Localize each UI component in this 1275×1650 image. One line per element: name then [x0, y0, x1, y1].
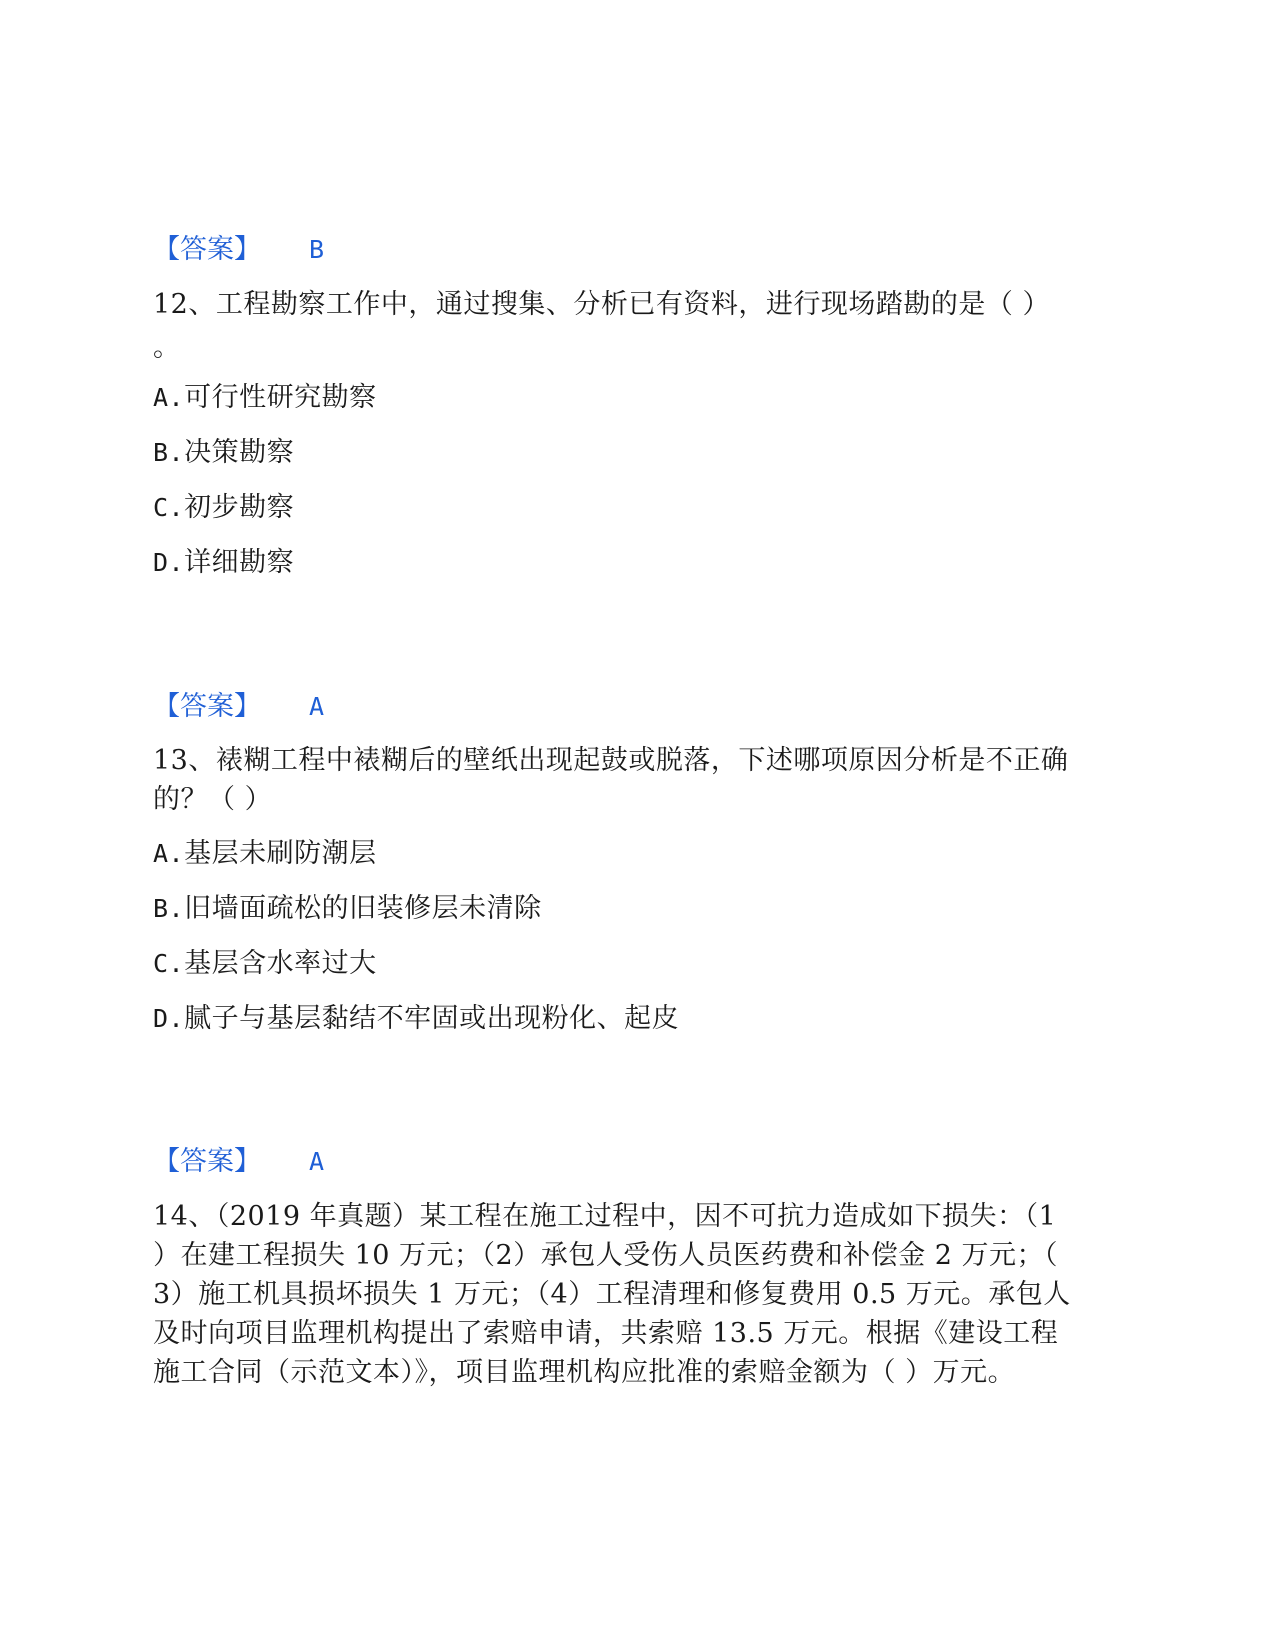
question-12-stem-line-1: 12、工程勘察工作中，通过搜集、分析已有资料，进行现场踏勘的是（ ）	[153, 289, 1050, 320]
option-letter: C.	[153, 949, 185, 978]
answer-value: A	[309, 692, 325, 721]
question-13-option-b	[153, 889, 542, 929]
question-13-stem-line-1: 13、裱糊工程中裱糊后的壁纸出现起鼓或脱落，下述哪项原因分析是不正确	[153, 745, 1069, 776]
question-13-stem-line-2: 的？（ ）	[153, 784, 273, 815]
question-12-option-a	[153, 378, 377, 418]
option-text: 初步勘察	[184, 492, 295, 523]
option-letter: A.	[153, 839, 185, 868]
question-14-line-4: 及时向项目监理机构提出了索赔申请，共索赔 13.5 万元。根据《建设工程	[153, 1318, 1059, 1349]
answer-label: 【答案】	[153, 1146, 261, 1177]
question-13-option-a	[153, 834, 377, 874]
answer-label: 【答案】	[153, 234, 261, 265]
answer-value: A	[309, 1147, 325, 1176]
answer-value: B	[309, 235, 325, 264]
question-14-line-1: 14、（2019 年真题）某工程在施工过程中，因不可抗力造成如下损失：（1	[153, 1201, 1057, 1232]
question-12-stem-line-2: 。	[153, 332, 181, 363]
option-letter: C.	[153, 493, 185, 522]
option-text: 基层含水率过大	[184, 948, 377, 979]
answer-line-q13	[153, 1142, 324, 1182]
answer-line-q12	[153, 687, 324, 727]
question-14-line-2: ）在建工程损失 10 万元；（2）承包人受伤人员医药费和补偿金 2 万元；（	[153, 1240, 1059, 1271]
question-12-option-d	[153, 543, 294, 583]
option-text: 旧墙面疏松的旧装修层未清除	[184, 893, 542, 924]
option-text: 决策勘察	[184, 437, 295, 468]
question-13-option-c	[153, 944, 377, 984]
option-text: 详细勘察	[184, 547, 295, 578]
option-letter: D.	[153, 548, 185, 577]
answer-line-q11	[153, 230, 324, 270]
option-letter: D.	[153, 1004, 185, 1033]
option-text: 腻子与基层黏结不牢固或出现粉化、起皮	[184, 1003, 680, 1034]
option-text: 基层未刷防潮层	[184, 838, 377, 869]
question-12-option-b	[153, 433, 294, 473]
option-letter: A.	[153, 383, 185, 412]
question-14-line-5: 施工合同（示范文本）》，项目监理机构应批准的索赔金额为（ ）万元。	[153, 1357, 1016, 1388]
option-text: 可行性研究勘察	[184, 382, 377, 413]
option-letter: B.	[153, 894, 185, 923]
answer-label: 【答案】	[153, 691, 261, 722]
option-letter: B.	[153, 438, 185, 467]
question-12-option-c	[153, 488, 294, 528]
question-14-line-3: 3）施工机具损坏损失 1 万元；（4）工程清理和修复费用 0.5 万元。承包人	[153, 1279, 1071, 1310]
question-13-option-d	[153, 999, 679, 1039]
